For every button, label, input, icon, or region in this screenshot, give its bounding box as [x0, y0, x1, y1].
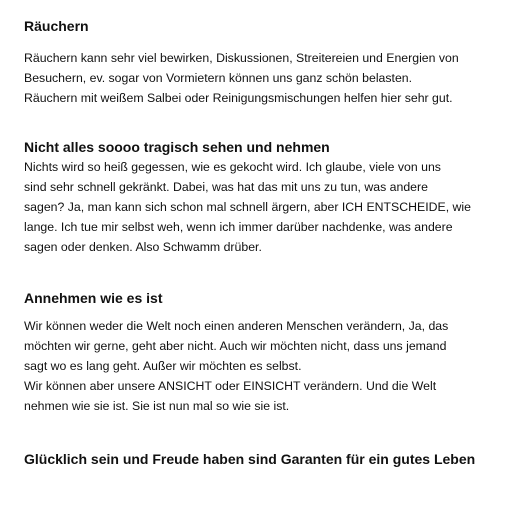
section-body-annehmen	[24, 316, 448, 416]
body-line: Wir können aber unsere ANSICHT oder EINSICHT verändern. Und die Welt	[24, 379, 437, 393]
section-heading-nicht-tragisch: Nicht alles soooo tragisch sehen und nehmen	[24, 139, 330, 155]
body-line: sagen oder denken. Also Schwamm drüber.	[24, 240, 262, 254]
section-heading-gluecklich: Glücklich sein und Freude haben sind Garanten für ein gutes Leben	[24, 451, 476, 467]
body-line: Wir können weder die Welt noch einen anderen Menschen verändern, Ja, das	[24, 319, 449, 333]
body-line: Räuchern mit weißem Salbei oder Reinigungsmischungen helfen hier sehr gut.	[24, 91, 453, 105]
body-line: möchten wir gerne, geht aber nicht. Auch wir möchten nicht, dass uns jemand	[24, 339, 447, 353]
section-body-raeuchern	[24, 48, 459, 108]
body-line: lange. Ich tue mir selbst weh, wenn ich immer darüber nachdenke, was andere	[24, 220, 453, 234]
section-body-nicht-tragisch	[24, 157, 471, 257]
body-line: sagt wo es lang geht. Außer wir möchten es selbst.	[24, 359, 302, 373]
body-line: sagen? Ja, man kann sich schon mal schnell ärgern, aber ICH ENTSCHEIDE, wie	[24, 200, 471, 214]
body-line: nehmen wie sie ist. Sie ist nun mal so wie sie ist.	[24, 399, 290, 413]
section-heading-annehmen: Annehmen wie es ist	[24, 290, 163, 306]
body-line: Besuchern, ev. sogar von Vormietern können uns ganz schön belasten.	[24, 71, 413, 85]
section-heading-raeuchern: Räuchern	[24, 18, 89, 34]
body-line: Räuchern kann sehr viel bewirken, Diskussionen, Streitereien und Energien von	[24, 51, 459, 65]
body-line: Nichts wird so heiß gegessen, wie es gekocht wird. Ich glaube, viele von uns	[24, 160, 441, 174]
body-line: sind sehr schnell gekränkt. Dabei, was hat das mit uns zu tun, was andere	[24, 180, 428, 194]
